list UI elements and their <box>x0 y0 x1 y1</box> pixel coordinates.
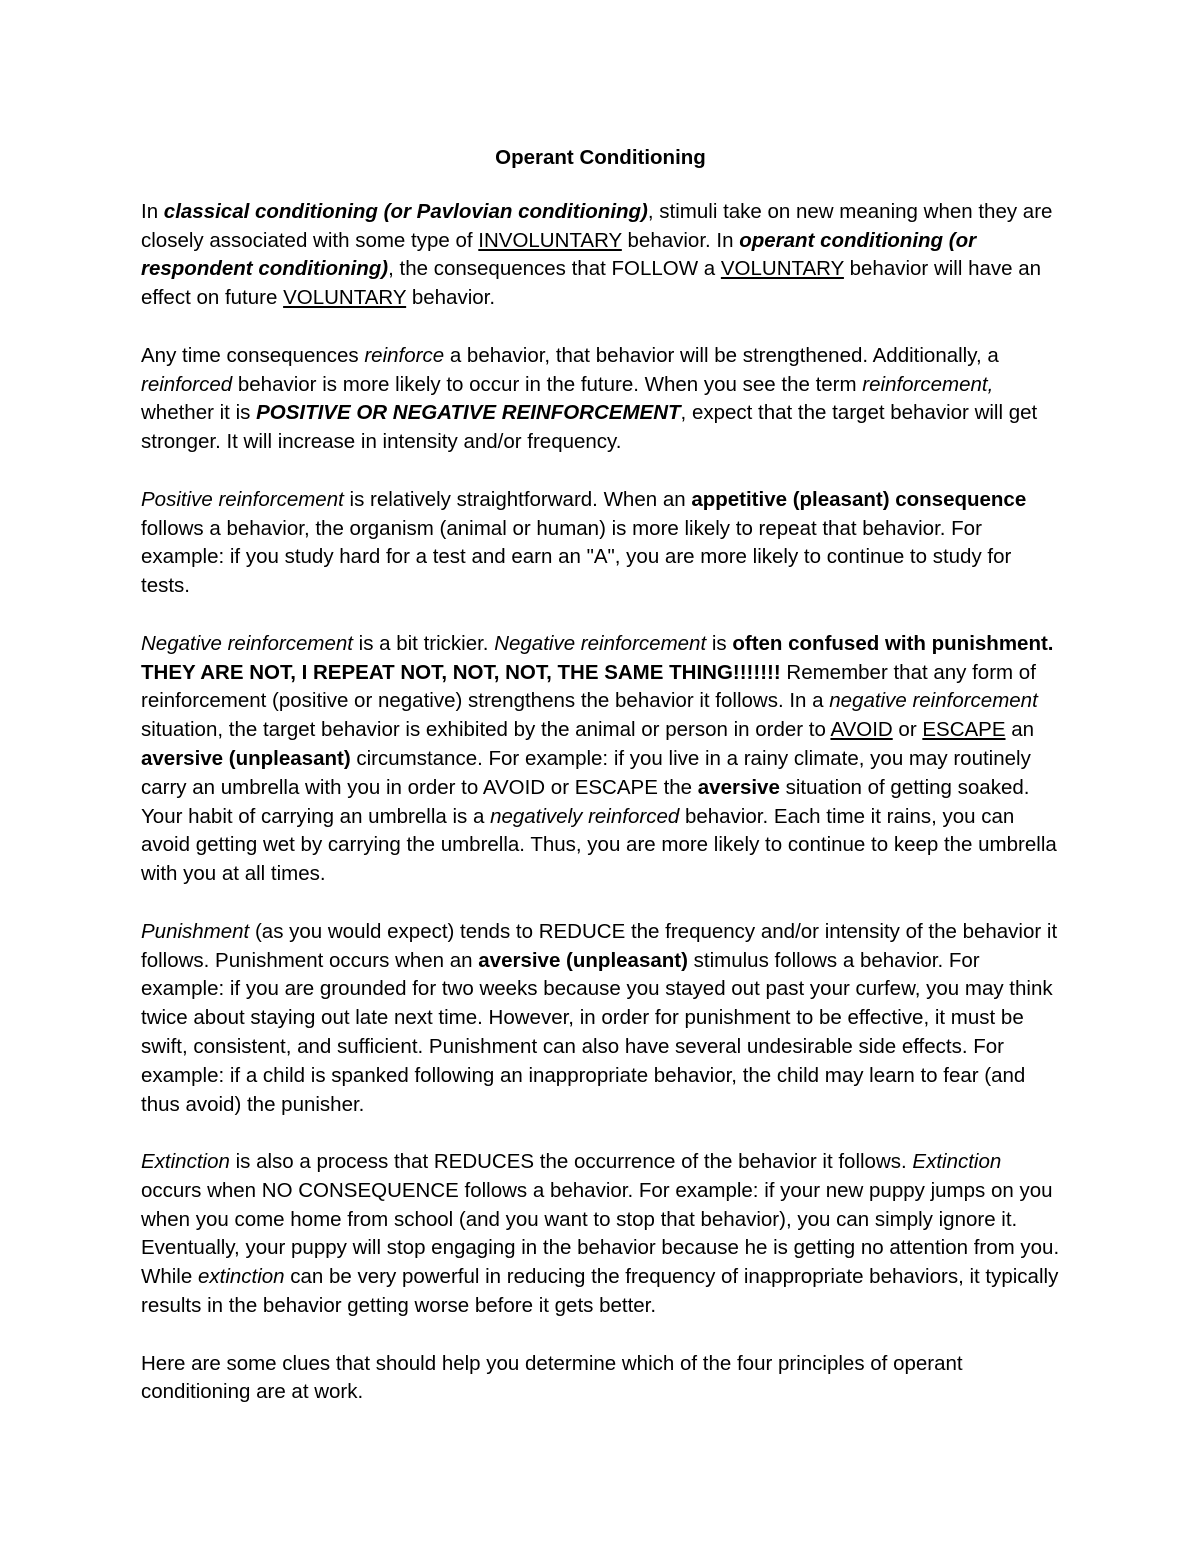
paragraph-reinforcement: Any time consequences reinforce a behavior, that behavior will be strengthened. Additionally, a reinforced behavior is more likely to occur in the future. When you see the term reinforcement, whether it is POSITIVE OR NEGATIVE REINFORCEMENT, expect that the target behavior will get stronger. It will increase in intensity and/or frequency. <box>141 343 1038 454</box>
term-negatively-reinforced: negatively reinforced <box>490 804 680 828</box>
term-avoid: AVOID <box>830 718 893 742</box>
term-negative-reinforcement-2: Negative reinforcement <box>494 631 707 655</box>
paragraph-negative-reinforcement: Negative reinforcement is a bit trickier. Negative reinforcement is often confused with punishment. THEY ARE NOT, I REPEAT NOT, NOT, NOT, THE SAME THING!!!!!!! Remember that any form of reinforcement (positive or negative) strengthens the behavior it follows. In a negative reinforcement situation, the target behavior is exhibited by the animal or person in order to AVOID or ESCAPE an aversive (unpleasant) circumstance. For example: if you live in a rainy climate, you may routinely carry an umbrella with you in order to AVOID or ESCAPE the aversive situation of getting soaked. Your habit of carrying an umbrella is a negatively reinforced behavior. Each time it rains, you can avoid getting wet by carrying the umbrella. Thus, you are more likely to continue to keep the umbrella with you at all times. <box>141 631 1057 886</box>
term-voluntary: VOLUNTARY <box>720 257 844 281</box>
term-negative-reinforcement-3: negative reinforcement <box>829 689 1038 713</box>
term-reinforced: reinforced <box>141 372 233 396</box>
term-positive-negative-reinforcement: POSITIVE OR NEGATIVE REINFORCEMENT <box>256 401 681 425</box>
paragraph-intro: In classical conditioning (or Pavlovian conditioning), stimuli take on new meaning when they are closely associated with some type of INVOLUNTARY behavior. In operant conditioning (or respondent conditioning), the consequences that FOLLOW a VOLUNTARY behavior will have an effect on future VOLUNTARY behavior. <box>141 199 1053 310</box>
term-operant-conditioning: operant conditioning (or respondent conditioning) <box>141 228 977 281</box>
term-negative-reinforcement: Negative reinforcement <box>141 631 353 655</box>
term-aversive-stimulus: aversive (unpleasant) <box>478 948 688 972</box>
term-reinforce: reinforce <box>364 343 445 367</box>
term-escape: ESCAPE <box>922 718 1006 742</box>
paragraph-punishment: Punishment (as you would expect) tends to REDUCE the frequency and/or intensity of the behavior it follows. Punishment occurs when an aversive (unpleasant) stimulus follows a behavior. For example: if you are grounded for two weeks because you stayed out past your curfew, you may think twice about staying out late next time. However, in order for punishment to be effective, it must be swift, consistent, and sufficient. Punishment can also have several undesirable side effects. For example: if a child is spanked following an inappropriate behavior, the child may learn to fear (and thus avoid) the punisher. <box>141 919 1058 1116</box>
term-punishment: Punishment <box>141 919 250 943</box>
term-extinction: Extinction <box>141 1150 230 1174</box>
term-classical-conditioning: classical conditioning (or Pavlovian conditioning) <box>163 199 648 223</box>
paragraph-extinction: Extinction is also a process that REDUCES the occurrence of the behavior it follows. Extinction occurs when NO CONSEQUENCE follows a behavior. For example: if your new puppy jumps on you when you come home from school (and you want to stop that behavior), you can simply ignore it. Eventually, your puppy will stop engaging in the behavior because he is getting no attention from you. While extinction can be very powerful in reducing the frequency of inappropriate behaviors, it typically results in the behavior getting worse before it gets better. <box>141 1150 1060 1318</box>
term-involuntary: INVOLUNTARY <box>478 228 622 252</box>
term-aversive: aversive <box>697 775 780 799</box>
term-voluntary-2: VOLUNTARY <box>283 286 407 310</box>
document-title: Operant Conditioning <box>495 146 706 169</box>
term-extinction-2: Extinction <box>912 1150 1002 1174</box>
term-extinction-3: extinction <box>197 1265 285 1289</box>
paragraph-positive-reinforcement: Positive reinforcement is relatively straightforward. When an appetitive (pleasant) consequence follows a behavior, the organism (animal or human) is more likely to repeat that behavior. For example: if you study hard for a test and earn an "A", you are more likely to continue to study for tests. <box>141 487 1027 598</box>
term-appetitive-consequence: appetitive (pleasant) consequence <box>691 487 1027 511</box>
term-positive-reinforcement: Positive reinforcement <box>141 487 344 511</box>
paragraph-clues: Here are some clues that should help you determine which of the four principles of operant conditioning are at work. <box>141 1351 963 1404</box>
emphasis-not-same-thing: often confused with punishment. THEY ARE NOT, I REPEAT NOT, NOT, NOT, THE SAME THING!!!!!!! <box>141 631 1054 684</box>
term-aversive-unpleasant: aversive (unpleasant) <box>141 746 351 770</box>
term-reinforcement: reinforcement, <box>862 372 994 396</box>
